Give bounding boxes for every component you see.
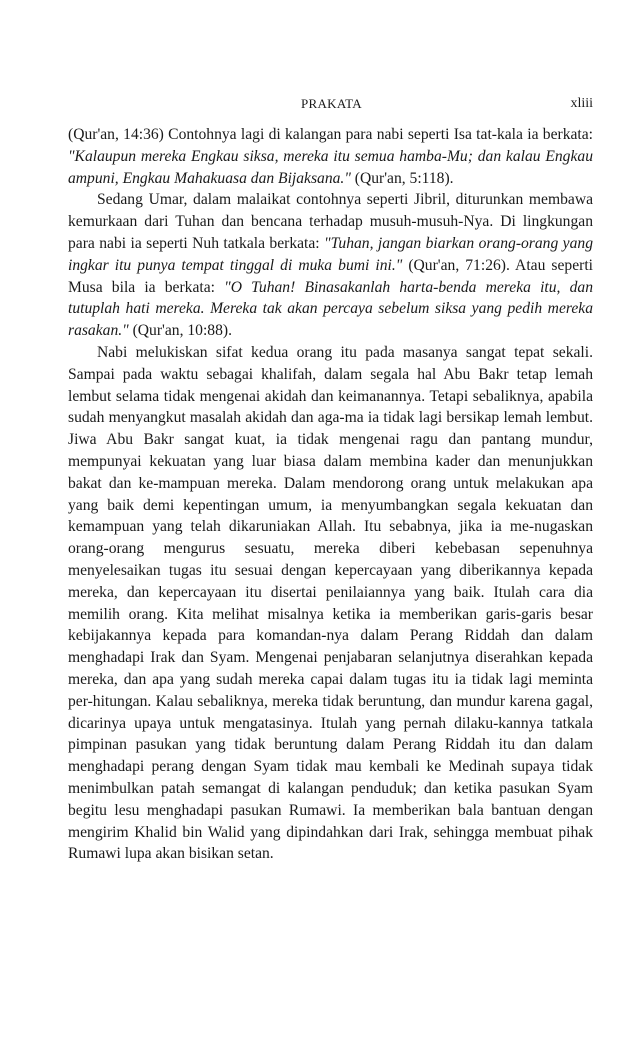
quote-text: "O Tuhan! Binasakanlah harta-benda mereka itu, dan tutuplah hati mereka. Mereka tak akan percaya sebelum siksa yang pedih mereka rasakan." (68, 278, 593, 340)
text-run: (Qur'an, 10:88). (128, 322, 232, 340)
page-number: xliii (570, 96, 593, 111)
text-run: Nabi melukiskan sifat kedua orang itu pada masanya sangat tepat sekali. Sampai pada waktu sebagai khalifah, dalam segala hal Abu Bakr tetap lemah lembut selama tidak mengenai akidah dan keimanannya. Tetapi sebaliknya, apabila sudah menyangkut masalah akidah dan aga-ma ia tidak lagi bersikap lemah lembut. Jiwa Abu Bakr sangat kuat, ia tidak mengenai ragu dan pantang mundur, mempunyai kekuatan yang luar biasa dalam membina kader dan menunjukkan bakat dan ke-mampuan mereka. Dalam mendorong orang untuk melakukan apa yang baik demi kepentingan umum, ia menyumbangkan segala kekuatan dan kemampuan yang telah dikaruniakan Allah. Itu sebabnya, jika ia me-nugaskan orang-orang mengurus sesuatu, mereka diberi kebebasan sepenuhnya menyelesaikan tugas itu sesuai dengan kepercayaan yang diberikannya kepada mereka, dan kepercayaan itu disertai penilaiannya yang baik. Itulah cara dia memilih orang. Kita melihat misalnya ketika ia memberikan garis-garis besar kebijakannya kepada para komandan-nya dalam Perang Riddah dan dalam menghadapi Irak dan Syam. Mengenai penjabaran selanjutnya diserahkan kepada mereka, dan apa yang sudah mereka capai dalam tugas itu ia tidak lagi meminta per-hitungan. Kalau sebaliknya, mereka tidak beruntung, dan mundur karena gagal, dicarinya upaya untuk mengatasinya. Itulah yang pernah dilaku-kannya tatkala pimpinan pasukan yang tidak beruntung dalam Perang Riddah itu dan dalam menghadapi perang dengan Syam tidak mau kembali ke Medinah supaya tidak menimbulkan patah semangat di kalangan penduduk; dan ketika pasukan Syam begitu lesu menghadapi pasukan Rumawi. Ia memberikan bala bantuan dengan mengirim Khalid bin Walid yang dipindahkan dari Irak, sehingga membuat pihak Rumawi lupa akan bisikan setan. (68, 343, 593, 863)
quote-text: "Kalaupun mereka Engkau siksa, mereka itu semua hamba-Mu; dan kalau Engkau ampuni, Engkau Mahakuasa dan Bijaksana." (68, 147, 593, 187)
text-run: Sedang Umar, dalam malaikat contohnya seperti Jibril, diturunkan membawa kemurkaan dari Tuhan dan bencana terhadap musuh-musuh-Nya. Di lingkungan para nabi ia seperti Nuh tatkala berkata: (68, 191, 593, 252)
text-run: (Qur'an, 5:118). (350, 169, 454, 187)
quote-text: "Tuhan, jangan biarkan orang-orang yang ingkar itu punya tempat tinggal di muka bumi ini." (68, 234, 593, 274)
page-header (70, 96, 593, 116)
paragraph-umar (68, 189, 593, 342)
text-run: (Qur'an, 71:26). Atau seperti Musa bila ia berkata: (68, 256, 593, 296)
running-title: PRAKATA (300, 96, 362, 111)
paragraph-abu-bakr (68, 342, 593, 865)
text-run: (Qur'an, 14:36) Contohnya lagi di kalangan para nabi seperti Isa tat-kala ia berkata: (68, 126, 593, 143)
body-text (68, 124, 593, 865)
paragraph-quote-isa (68, 124, 593, 189)
